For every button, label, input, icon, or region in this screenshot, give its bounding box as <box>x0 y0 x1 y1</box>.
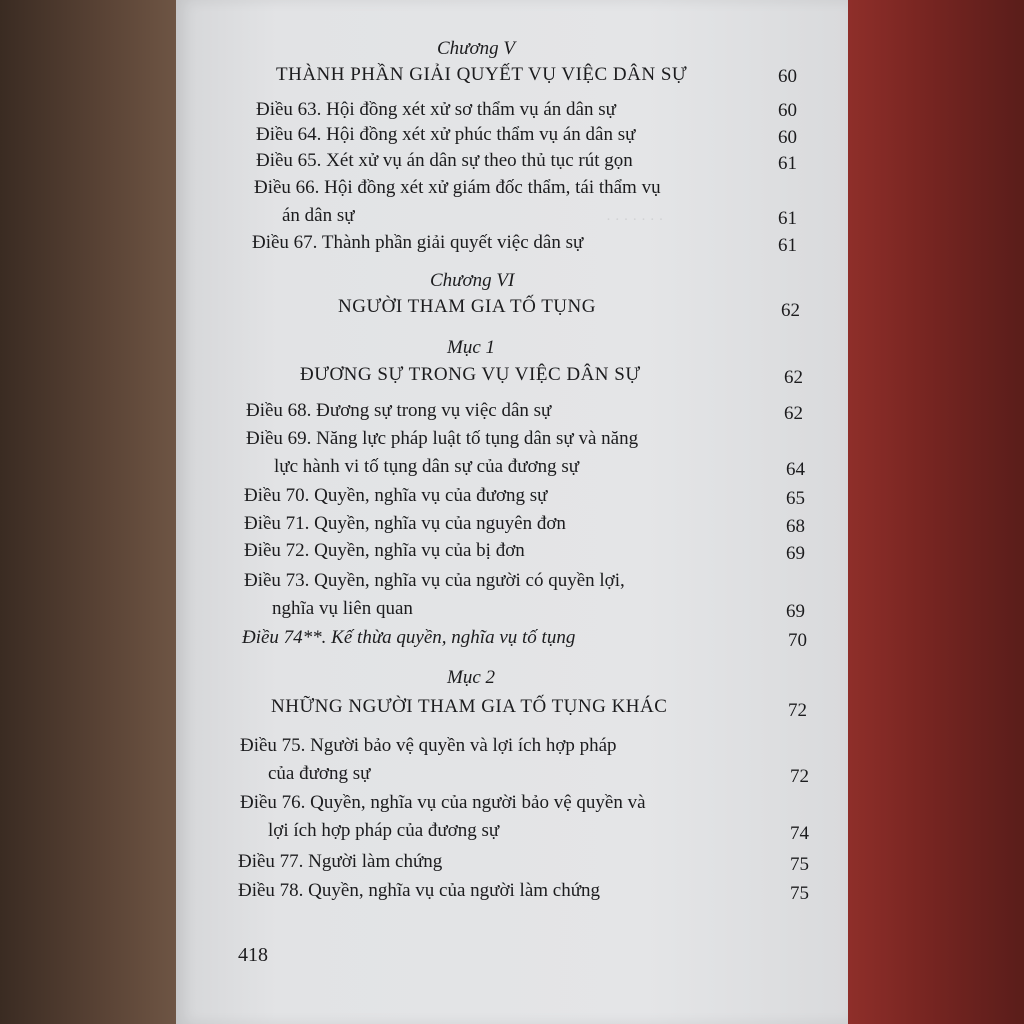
toc-entry: Điều 65. Xét xử vụ án dân sự theo thủ tục rút gọn <box>256 150 633 171</box>
section-label: Mục 2 <box>447 667 496 688</box>
page-ref: 61 <box>778 208 797 229</box>
page-ref: 75 <box>790 883 809 904</box>
page-number: 418 <box>238 944 268 966</box>
page-ref: 69 <box>786 543 805 564</box>
section-label: Mục 1 <box>447 337 496 358</box>
toc-entry: Điều 69. Năng lực pháp luật tố tụng dân sự và năng <box>246 428 639 449</box>
chapter-label: Chương V <box>437 38 516 59</box>
toc-entry-continuation: của đương sự <box>268 763 371 784</box>
toc-entry-continuation: án dân sự <box>282 205 355 226</box>
toc-entry: Điều 63. Hội đồng xét xử sơ thẩm vụ án dân sự <box>256 99 616 120</box>
page-ref: 60 <box>778 66 797 87</box>
page-ref: 70 <box>788 630 807 651</box>
toc-entry: Điều 75. Người bảo vệ quyền và lợi ích hợp pháp <box>240 735 617 756</box>
toc-entry: Điều 68. Đương sự trong vụ việc dân sự <box>246 400 552 421</box>
toc-entry: Điều 74**. Kế thừa quyền, nghĩa vụ tố tụng <box>242 627 576 648</box>
page-ref: 69 <box>786 601 805 622</box>
page-ref: 75 <box>790 854 809 875</box>
page-ref: 62 <box>784 367 803 388</box>
page-ref: 68 <box>786 516 805 537</box>
page-ref: 65 <box>786 488 805 509</box>
page-ref: 72 <box>788 700 807 721</box>
page-ref: 61 <box>778 235 797 256</box>
chapter-title: THÀNH PHẦN GIẢI QUYẾT VỤ VIỆC DÂN SỰ <box>276 64 688 85</box>
section-title: NHỮNG NGƯỜI THAM GIA TỐ TỤNG KHÁC <box>271 696 668 717</box>
page-ref: 72 <box>790 766 809 787</box>
toc-entry: Điều 71. Quyền, nghĩa vụ của nguyên đơn <box>244 513 566 534</box>
page-ref: 60 <box>778 127 797 148</box>
toc-entry-continuation: lực hành vi tố tụng dân sự của đương sự <box>274 456 580 477</box>
toc-entry: Điều 64. Hội đồng xét xử phúc thẩm vụ án dân sự <box>256 124 636 145</box>
page-ref: 62 <box>781 300 800 321</box>
page-ref: 61 <box>778 153 797 174</box>
chapter-label: Chương VI <box>430 270 515 291</box>
page-ref: 64 <box>786 459 805 480</box>
page-ref: 62 <box>784 403 803 424</box>
page-ref: 74 <box>790 823 809 844</box>
toc-entry: Điều 66. Hội đồng xét xử giám đốc thẩm, tái thẩm vụ <box>254 177 661 198</box>
page-ref: 60 <box>778 100 797 121</box>
toc-entry: Điều 77. Người làm chứng <box>238 851 443 872</box>
show-through-decoration: · · · · · · · <box>606 212 664 228</box>
chapter-title: NGƯỜI THAM GIA TỐ TỤNG <box>338 296 596 317</box>
toc-entry: Điều 72. Quyền, nghĩa vụ của bị đơn <box>244 540 525 561</box>
toc-entry: Điều 67. Thành phần giải quyết việc dân sự <box>252 232 584 253</box>
background-left <box>0 0 180 1024</box>
toc-entry-continuation: nghĩa vụ liên quan <box>272 598 413 619</box>
toc-entry: Điều 78. Quyền, nghĩa vụ của người làm chứng <box>238 880 601 901</box>
toc-entry-continuation: lợi ích hợp pháp của đương sự <box>268 820 500 841</box>
toc-entry: Điều 73. Quyền, nghĩa vụ của người có quyền lợi, <box>244 570 625 591</box>
toc-entry: Điều 70. Quyền, nghĩa vụ của đương sự <box>244 485 548 506</box>
background-right <box>846 0 1024 1024</box>
section-title: ĐƯƠNG SỰ TRONG VỤ VIỆC DÂN SỰ <box>300 364 641 385</box>
toc-entry: Điều 76. Quyền, nghĩa vụ của người bảo vệ quyền và <box>240 792 646 813</box>
